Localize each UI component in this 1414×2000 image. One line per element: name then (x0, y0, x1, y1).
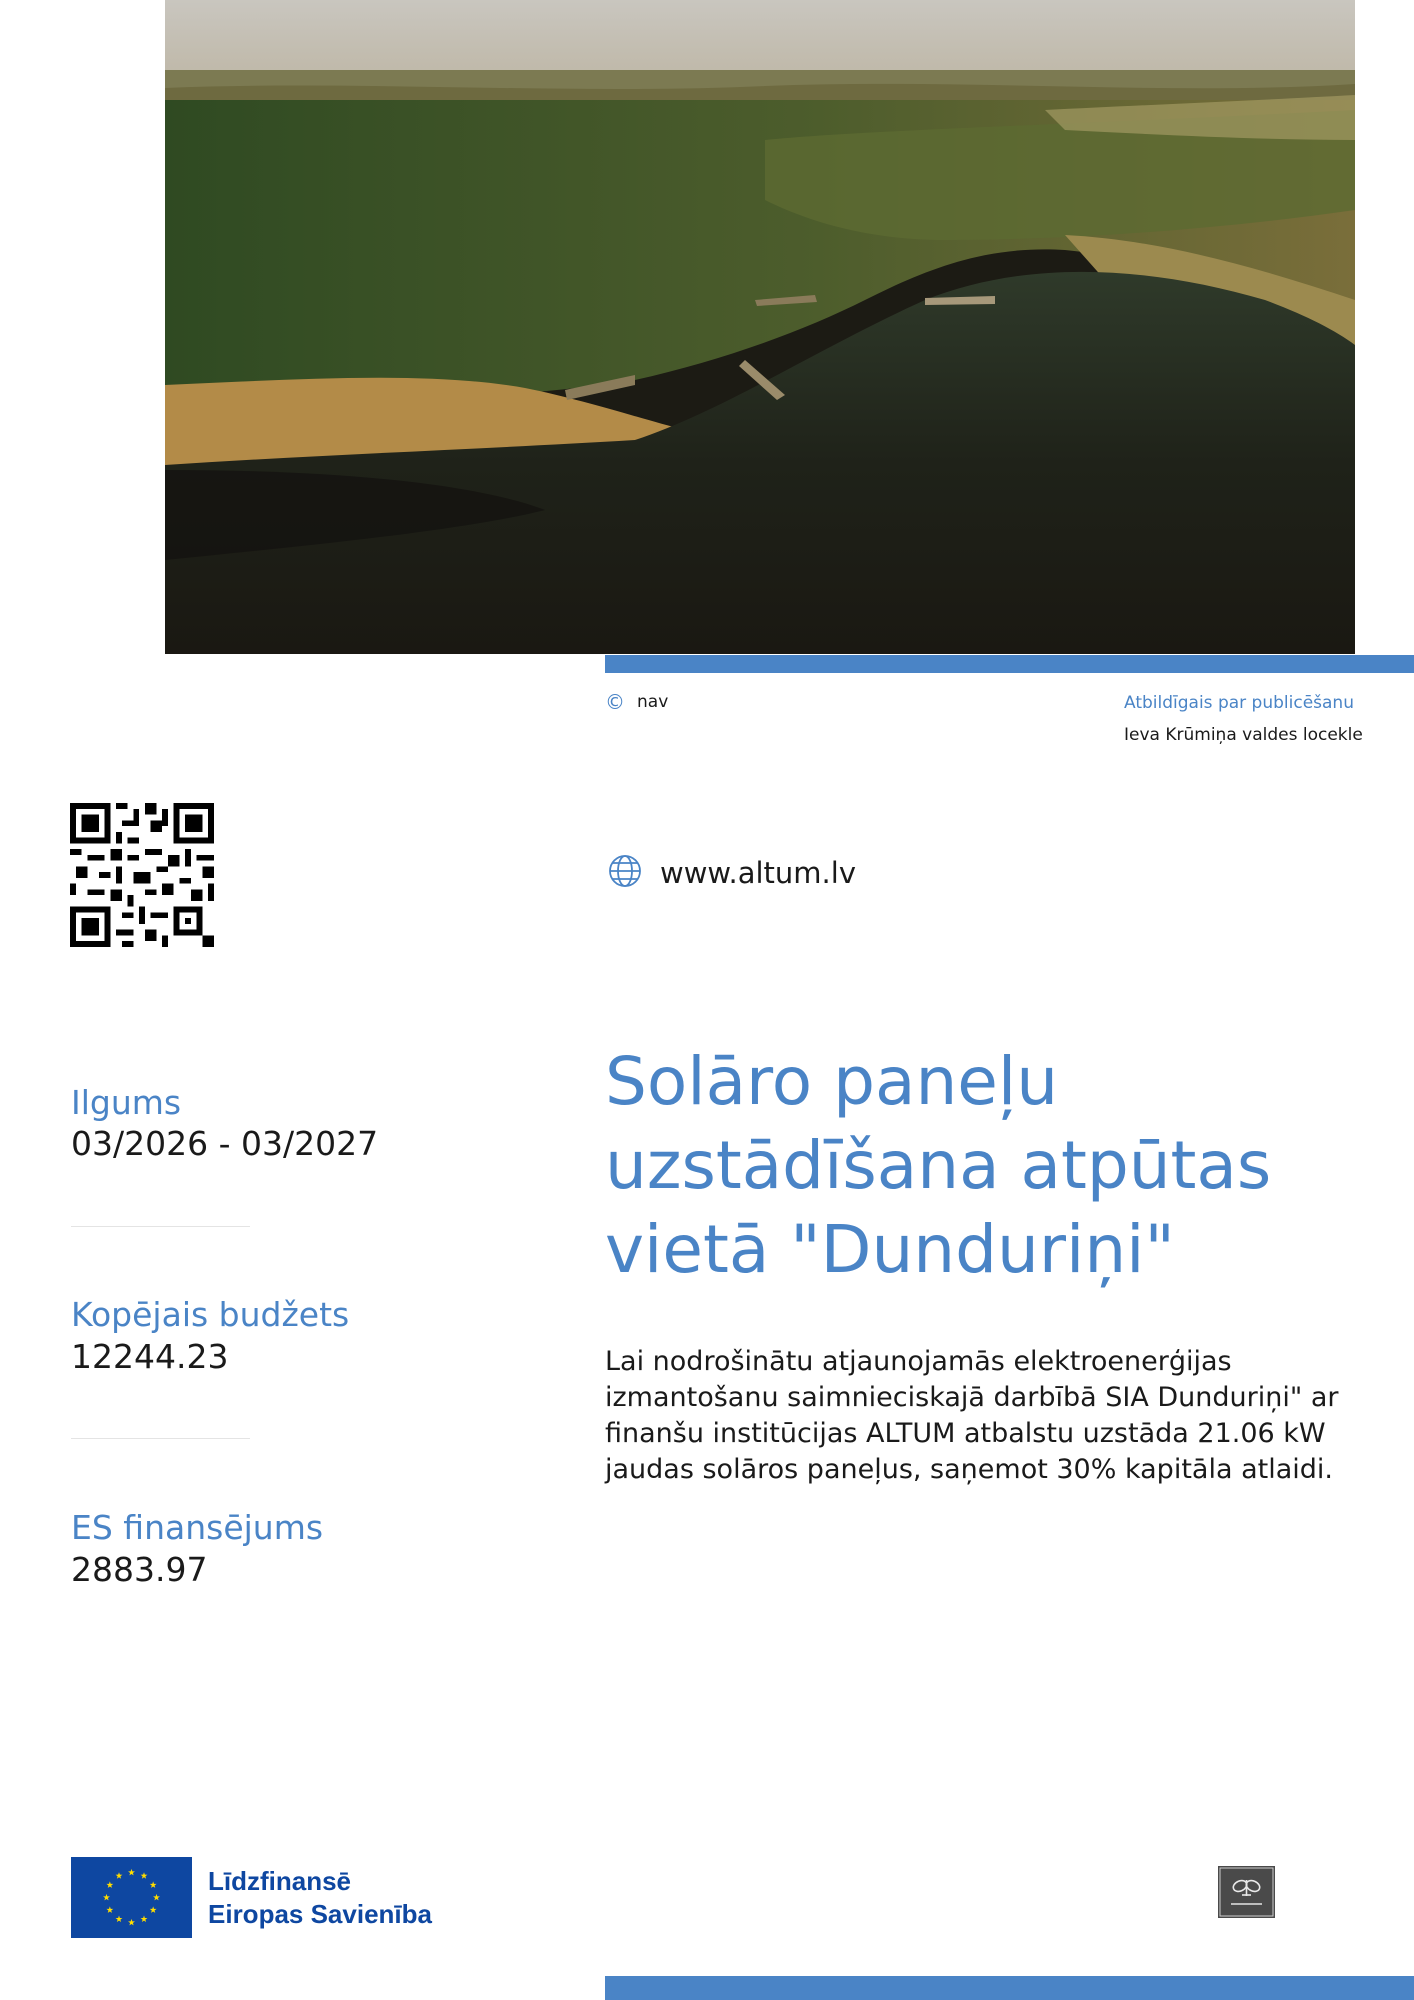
eu-funding-value: 2883.97 (71, 1550, 208, 1589)
project-description: Lai nodrošinātu atjaunojamās elektroenerģijas izmantošanu saimnieciskajā darbībā SIA Dunduriņi" ar finanšu institūcijas ALTUM atbalstu uzstāda 21.06 kW jaudas solāros paneļus, saņemot 30% kapitāla atlaidi. (605, 1346, 1339, 1485)
photo-credit (605, 692, 668, 712)
website-link[interactable] (608, 854, 856, 892)
eu-text-line1: Līdzfinansē (208, 1865, 352, 1896)
responsible-name: Ieva Krūmiņa valdes locekle (1124, 725, 1363, 745)
eu-flag-icon (71, 1857, 192, 1938)
eu-text-line2: Eiropas Savienība (208, 1898, 432, 1929)
budget-value: 12244.23 (71, 1337, 229, 1376)
dunduri-logo-icon (1218, 1866, 1275, 1918)
hero-photo (165, 0, 1355, 654)
eu-cofunding-logo (71, 1857, 432, 1938)
website-url[interactable]: www.altum.lv (660, 856, 856, 890)
accent-bar-top (605, 655, 1414, 673)
photo-author: nav (637, 692, 669, 712)
responsible-label: Atbildīgais par publicēšanu (1124, 693, 1354, 713)
project-title: Solāro paneļu uzstādīšana atpūtas vietā "Dunduriņi" (605, 1043, 1272, 1288)
divider (71, 1438, 250, 1439)
qr-code-icon[interactable] (70, 803, 214, 947)
copyright-icon: © (605, 690, 625, 714)
eu-text (208, 1865, 432, 1931)
divider (71, 1226, 250, 1227)
accent-bar-bottom (605, 1976, 1414, 2000)
duration-value: 03/2026 - 03/2027 (71, 1124, 379, 1163)
budget-label: Kopējais budžets (71, 1295, 350, 1334)
eu-funding-label: ES finansējums (71, 1508, 324, 1547)
globe-icon (608, 854, 642, 892)
duration-label: Ilgums (71, 1083, 182, 1122)
